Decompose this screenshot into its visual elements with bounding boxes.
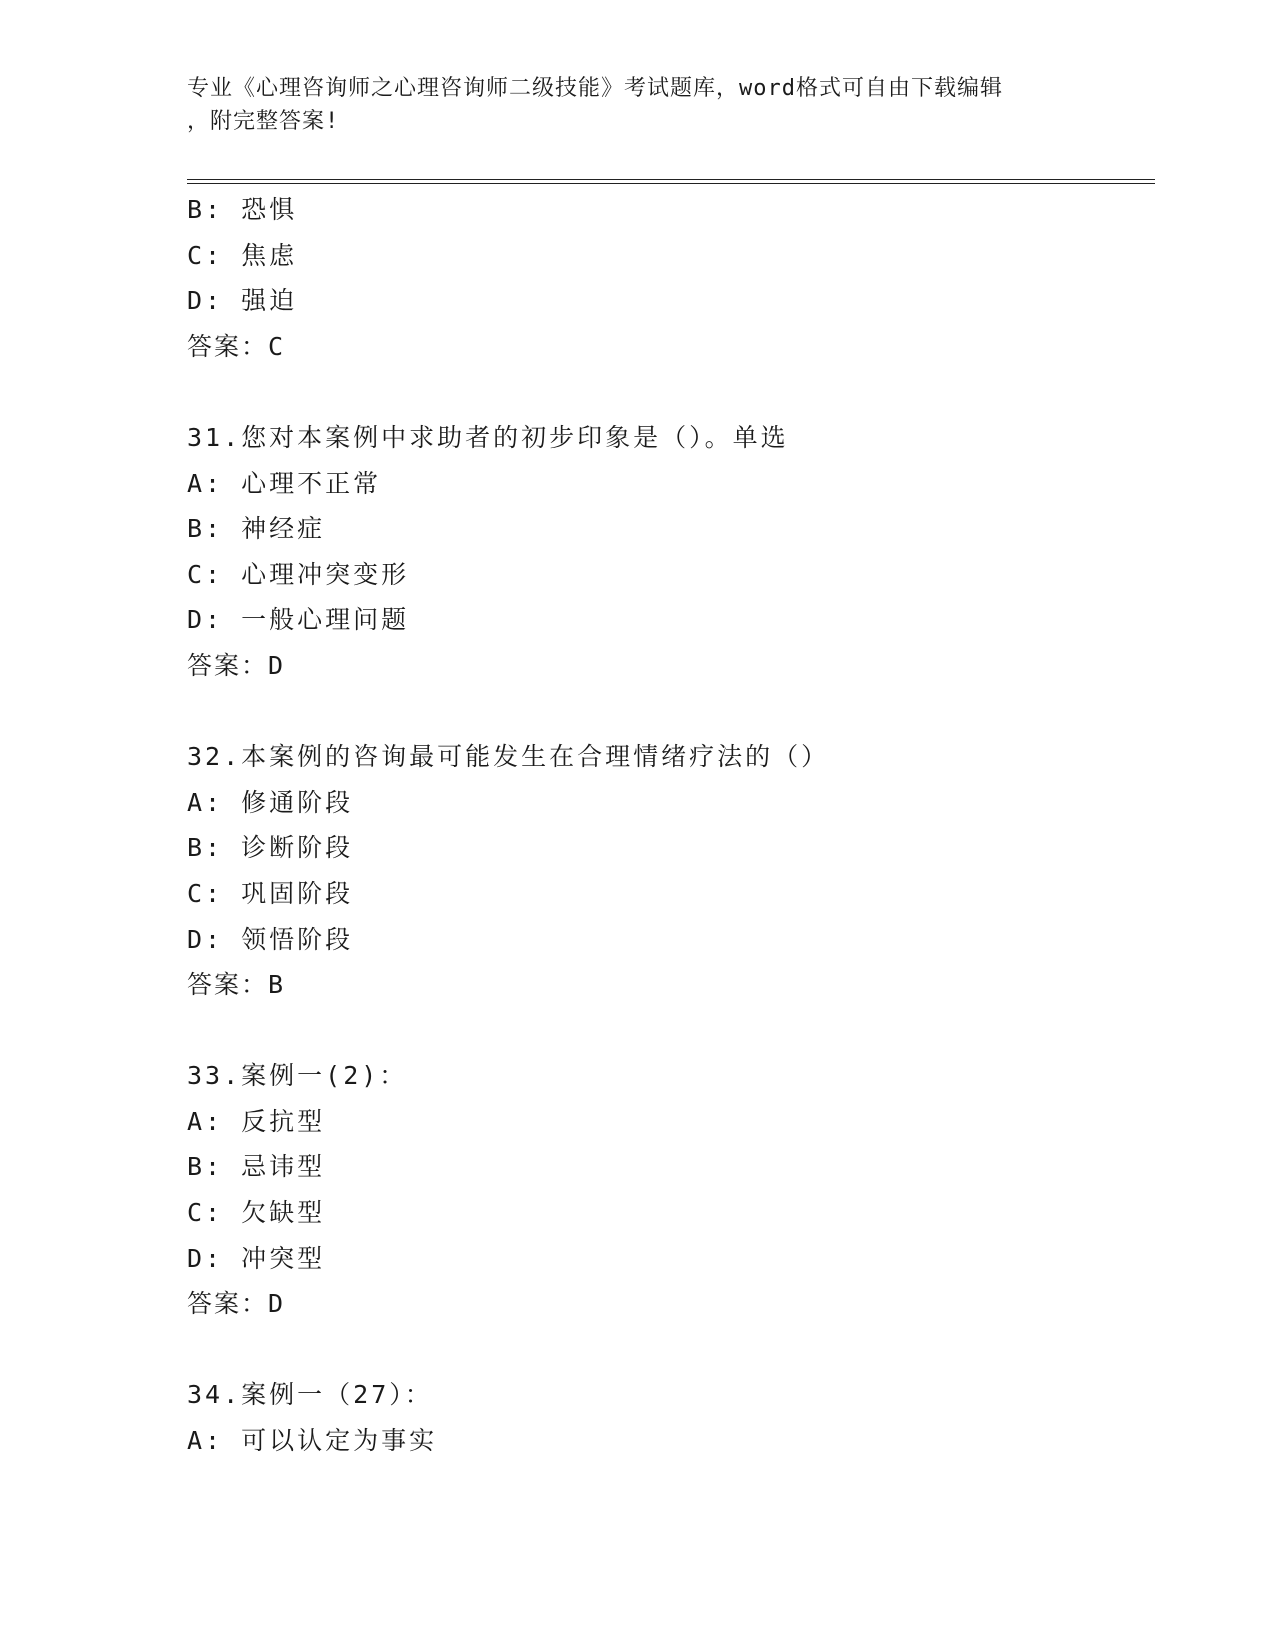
option-letter: C:: [187, 559, 224, 589]
option-letter: D:: [187, 1243, 224, 1273]
option-text: 焦虑: [241, 240, 298, 270]
option-row: [187, 278, 1155, 324]
header-title-line: 专业《心理咨询师之心理咨询师二级技能》考试题库，word格式可自由下载编辑: [187, 76, 1003, 101]
option-letter: D:: [187, 605, 224, 635]
header-divider-double: [187, 183, 1155, 184]
option-text: 欠缺型: [241, 1198, 326, 1228]
option-text: 领悟阶段: [241, 924, 354, 954]
option-text: 神经症: [241, 514, 326, 544]
option-letter: C:: [187, 1198, 224, 1228]
option-row: [187, 1144, 1155, 1190]
question-stem: 31.您对本案例中求助者的初步印象是（）。单选: [187, 422, 789, 452]
option-text: 心理不正常: [241, 468, 382, 498]
option-text: 诊断阶段: [241, 833, 354, 863]
option-letter: D:: [187, 924, 224, 954]
option-row: [187, 825, 1155, 871]
option-row: [187, 1418, 1155, 1464]
option-row: [187, 917, 1155, 963]
option-letter: B:: [187, 1152, 224, 1182]
option-text: 忌讳型: [241, 1152, 326, 1182]
option-row: [187, 780, 1155, 826]
option-letter: A:: [187, 1426, 224, 1456]
option-row: [187, 871, 1155, 917]
answer-label: 答案：: [187, 331, 269, 361]
option-row: [187, 461, 1155, 507]
answer-label: 答案：: [187, 1289, 269, 1319]
answer-row: [187, 1281, 1155, 1327]
document-header: [187, 72, 1087, 138]
answer-value: D: [268, 650, 287, 680]
option-row: [187, 552, 1155, 598]
option-text: 恐惧: [241, 195, 298, 224]
spacer: [187, 1008, 1155, 1054]
option-row: [187, 597, 1155, 643]
answer-value: C: [268, 331, 287, 361]
answer-label: 答案：: [187, 650, 269, 680]
option-row: [187, 1190, 1155, 1236]
question-stem: 33.案例一(2)：: [187, 1061, 408, 1091]
option-letter: C:: [187, 878, 224, 908]
spacer: [187, 369, 1155, 415]
option-letter: B:: [187, 514, 224, 544]
option-letter: B:: [187, 833, 224, 863]
answer-row: [187, 962, 1155, 1008]
option-letter: A:: [187, 787, 224, 817]
option-row: [187, 187, 1155, 233]
option-letter: D:: [187, 286, 224, 316]
option-row: [187, 1099, 1155, 1145]
answer-row: [187, 643, 1155, 689]
option-letter: A:: [187, 468, 224, 498]
option-text: 心理冲突变形: [241, 559, 410, 589]
option-text: 巩固阶段: [241, 878, 354, 908]
answer-row: [187, 324, 1155, 370]
option-row: [187, 233, 1155, 279]
question-stem: 32.本案例的咨询最可能发生在合理情绪疗法的（）: [187, 742, 830, 772]
spacer: [187, 689, 1155, 735]
option-text: 可以认定为事实: [241, 1426, 438, 1456]
option-row: [187, 1236, 1155, 1282]
option-letter: A:: [187, 1106, 224, 1136]
option-text: 反抗型: [241, 1106, 326, 1136]
option-letter: B:: [187, 195, 224, 224]
question-stem: 34.案例一（27）：: [187, 1380, 433, 1410]
option-text: 修通阶段: [241, 787, 354, 817]
option-letter: C:: [187, 240, 224, 270]
option-text: 一般心理问题: [241, 605, 410, 635]
option-row: [187, 506, 1155, 552]
option-text: 冲突型: [241, 1243, 326, 1273]
question-list: [187, 187, 1155, 1464]
spacer: [187, 1327, 1155, 1373]
answer-value: B: [268, 970, 287, 1000]
header-title-line-continued: ，附完整答案!: [187, 109, 340, 134]
option-text: 强迫: [241, 286, 298, 316]
answer-label: 答案：: [187, 970, 269, 1000]
answer-value: D: [268, 1289, 287, 1319]
header-divider: [187, 179, 1155, 180]
